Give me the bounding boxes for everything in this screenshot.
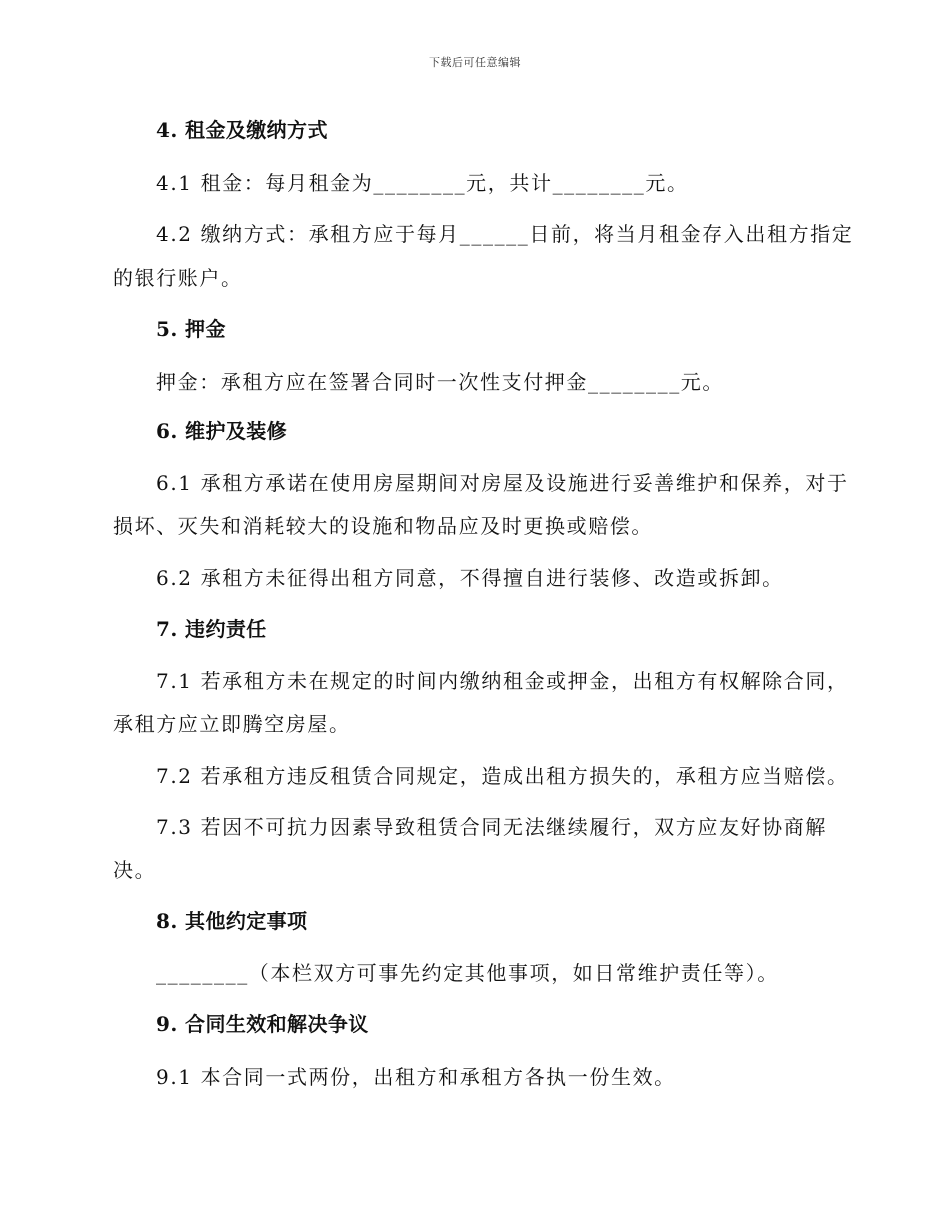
clause-7-2: 7.2 若承租方违反租赁合同规定，造成出租方损失的，承租方应当赔偿。	[156, 764, 849, 788]
clause-6-1-cont: 损坏、灭失和消耗较大的设施和物品应及时更换或赔偿。	[113, 514, 653, 538]
section-heading-rent: 4. 租金及缴纳方式	[156, 118, 328, 142]
section-heading-other: 8. 其他约定事项	[156, 909, 308, 933]
clause-6-1: 6.1 承租方承诺在使用房屋期间对房屋及设施进行妥善维护和保养，对于	[156, 471, 849, 495]
clause-4-2-cont: 的银行账户。	[113, 266, 243, 290]
section-heading-effect: 9. 合同生效和解决争议	[156, 1012, 369, 1036]
clause-7-1: 7.1 若承租方未在规定的时间内缴纳租金或押金，出租方有权解除合同，	[156, 669, 849, 693]
clause-9-1: 9.1 本合同一式两份，出租方和承租方各执一份生效。	[156, 1065, 676, 1089]
clause-deposit: 押金：承租方应在签署合同时一次性支付押金________元。	[156, 370, 724, 394]
clause-6-2: 6.2 承租方未征得出租方同意，不得擅自进行装修、改造或拆卸。	[156, 566, 784, 590]
clause-7-3-cont: 决。	[113, 858, 157, 882]
clause-7-3: 7.3 若因不可抗力因素导致租赁合同无法继续履行，双方应友好协商解	[156, 815, 827, 839]
section-heading-maintenance: 6. 维护及装修	[156, 419, 288, 443]
clause-7-1-cont: 承租方应立即腾空房屋。	[113, 712, 351, 736]
section-heading-breach: 7. 违约责任	[156, 617, 267, 641]
clause-4-2: 4.2 缴纳方式：承租方应于每月______日前，将当月租金存入出租方指定	[156, 222, 854, 246]
page-header: 下载后可任意编辑	[429, 56, 521, 69]
clause-other: ________（本栏双方可事先约定其他事项，如日常维护责任等）。	[156, 961, 779, 985]
section-heading-deposit: 5. 押金	[156, 317, 226, 341]
clause-4-1: 4.1 租金：每月租金为________元，共计________元。	[156, 171, 689, 195]
